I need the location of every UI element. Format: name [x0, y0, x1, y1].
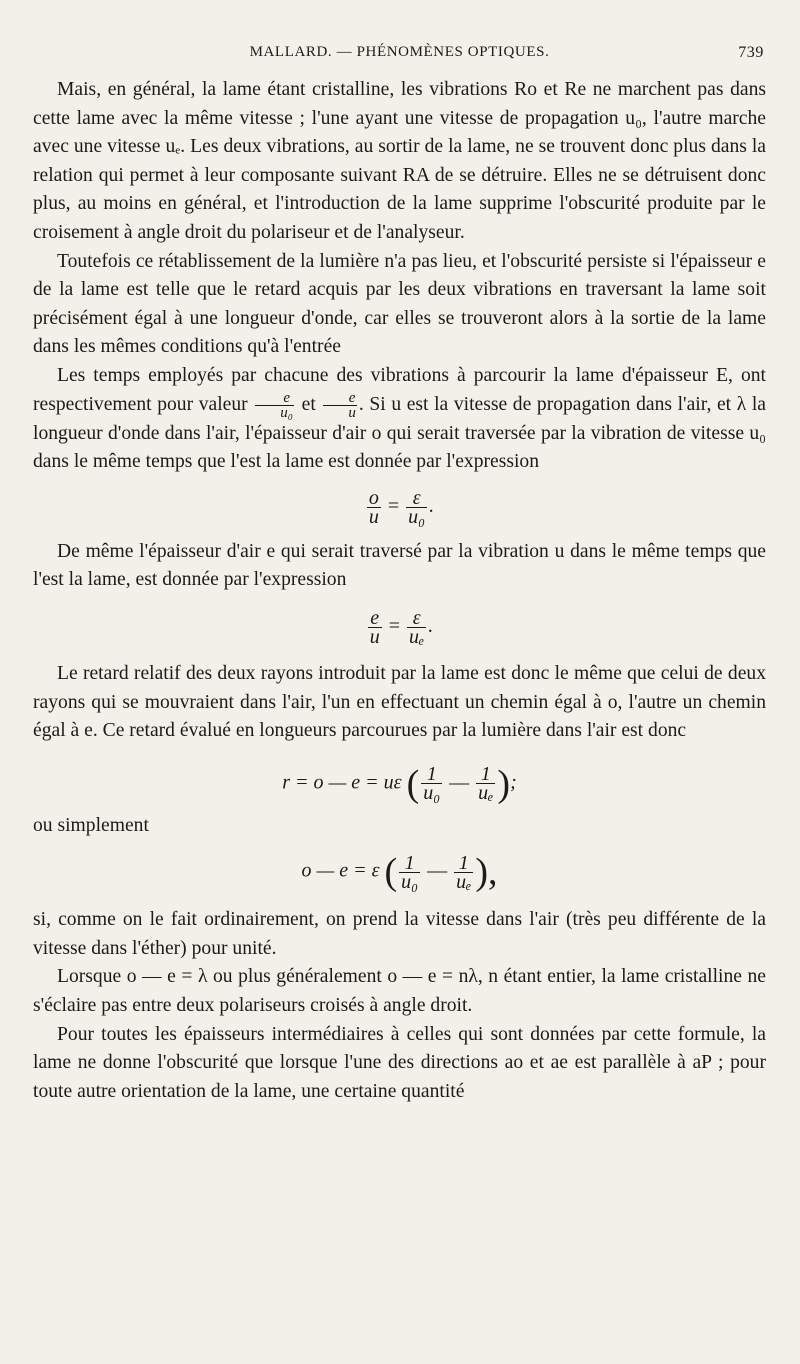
paragraph-5: Le retard relatif des deux rayons introduit par la lame est donc le même que celui de deux rayons qui se mouvraient dans l'air, l'un en effectuant un chemin égal à o, l'autre un chemin égal à e. Ce retard évalué en longueurs parcourues par la lumière dans l'air est donc — [33, 662, 766, 742]
fraction-e-over-u: $\frac{e}{u}$ — [323, 391, 357, 420]
equation-4: o — e = ε ( $\frac{1}{\text{u₀}}$ — $\frac{1}{\text{uₑ}}$ ), — [301, 851, 498, 894]
equation-3: r = o — e = uε ( $\frac{1}{\text{u₀}}$ — $\frac{1}{\text{uₑ}}$ ); — [282, 762, 517, 805]
paragraph-1: Mais, en général, la lame étant cristalline, les vibrations Rο et Re ne marchent pas dans cette lame avec la même vitesse ; l'une ayant une vitesse de propagation u₀, l'autre marche avec une vitesse uₑ. Les deux vibrations, au sortir de la lame, ne se trouvent donc plus dans la relation qui permet à leur composante suivant RA de se détruire. Elles ne se détruisent donc plus, au moins en général, et l'introduction de la lame supprime l'obscurité produite par le croisement à angle droit du polariseur et de l'analyseur. — [33, 79, 766, 243]
fraction-e-over-u0: $\frac{e}{\text{u₀}}$ — [255, 391, 294, 420]
running-title: MALLARD. — PHÉNOMÈNES OPTIQUES. — [249, 44, 550, 60]
paragraph-6: ou simplement — [33, 814, 149, 836]
paragraph-8: Lorsque o — e = λ ou plus généralement o — e = nλ, n étant entier, la lame cristalline ne s'éclaire pas entre deux polariseurs croisés à angle droit. — [33, 966, 766, 1017]
page-body — [33, 76, 766, 1106]
equation-2: $\frac{e}{u}$ = $\frac{\varepsilon}{\text{uₑ}}$ . — [369, 606, 434, 648]
paragraph-3 — [33, 362, 766, 477]
paragraph-3-part-c: . Si u est la vitesse de propagation dans l'air, et λ la longueur d'onde dans l'air, l'épaisseur d'air o qui serait traversée par la vibration de vitesse u₀ dans le même temps que l'est la lame est donnée par l'expression — [33, 393, 766, 473]
equation-1: $\frac{o}{u}$ = $\frac{\varepsilon}{\text{u₀}}$ . — [368, 486, 435, 528]
paragraph-7: si, comme on le fait ordinairement, on prend la vitesse dans l'air (très peu différente de la vitesse dans l'éther) pour unité. — [33, 909, 766, 959]
running-header — [33, 44, 766, 68]
page-number: 739 — [738, 44, 764, 61]
paragraph-4: De même l'épaisseur d'air e qui serait traversé par la vibration u dans le même temps que l'est la lame, est donnée par l'expression — [33, 540, 766, 591]
paragraph-3-part-a: Les temps employés par chacune des vibrations à parcourir la lame d'épaisseur E, ont respectivement pour valeur — [33, 364, 766, 415]
paragraph-3-part-b: et — [301, 393, 316, 415]
paragraph-2: Toutefois ce rétablissement de la lumière n'a pas lieu, et l'obscurité persiste si l'épaisseur e de la lame est telle que le retard acquis par les deux vibrations en traversant la lame soit précisément égal à une longueur d'onde, car elles se trouveront alors à la sortie de la lame dans les mêmes conditions qu'à l'entrée — [33, 250, 766, 358]
paragraph-9: Pour toutes les épaisseurs intermédiaires à celles qui sont données par cette formule, la lame ne donne l'obscurité que lorsque l'une des directions ao et ae est parallèle à aP ; pour toute autre orientation de la lame, une certaine quantité — [33, 1023, 766, 1102]
